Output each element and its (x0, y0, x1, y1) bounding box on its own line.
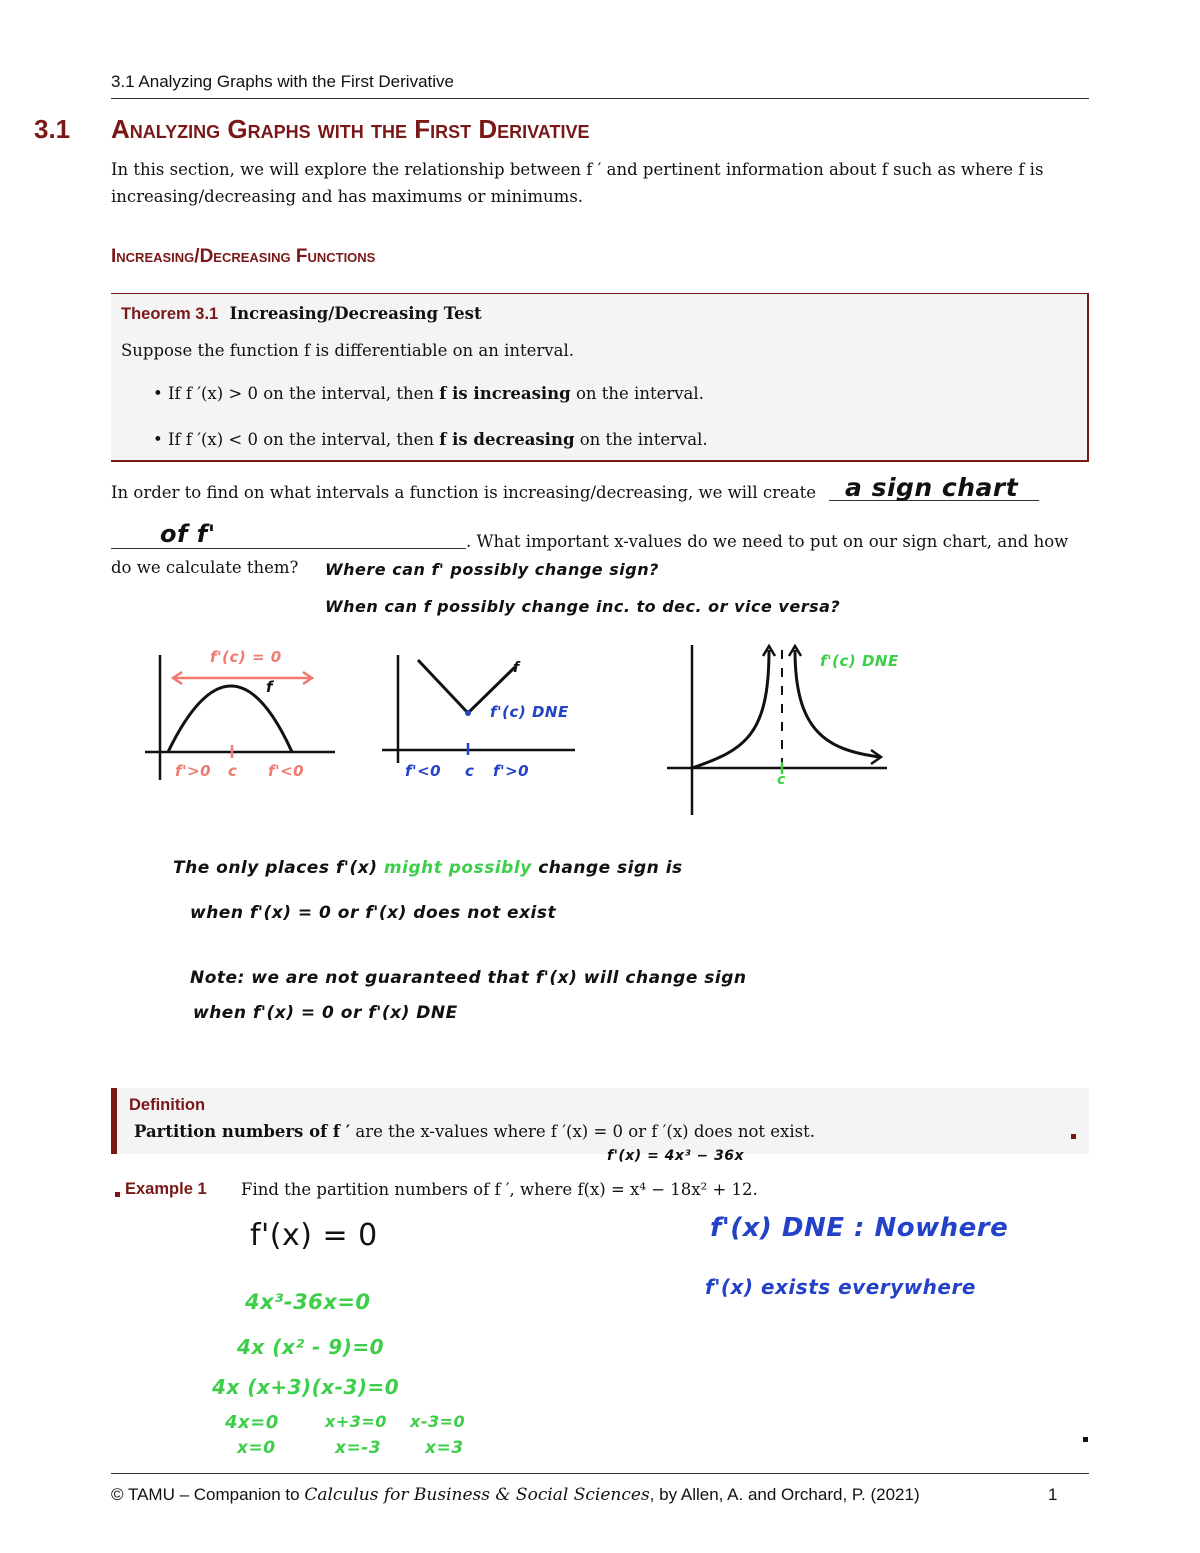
definition-term: Partition numbers of f ′ (134, 1122, 351, 1141)
work-dne: f'(x) DNE : Nowhere (710, 1213, 1009, 1243)
bullet-dot: • (153, 384, 168, 403)
theorem-bullet-2 (153, 430, 708, 449)
example-end-marker (1083, 1437, 1088, 1442)
intro-line-2: increasing/decreasing and has maximums or minimums. (111, 187, 584, 206)
theorem-bullet-1 (153, 384, 704, 403)
graph2-label-c: c (465, 762, 475, 780)
footer-copyright: © TAMU – Companion to (111, 1485, 305, 1504)
footer-book: Calculus for Business & Social Sciences (304, 1485, 650, 1505)
bullet-dot: • (153, 430, 168, 449)
footer-rule (111, 1473, 1089, 1474)
theorem-label: Theorem 3.1 (121, 305, 219, 323)
note-line-2: when f'(x) = 0 or f'(x) does not exist (190, 903, 557, 923)
section-number: 3.1 (34, 114, 71, 144)
note-1-a: The only places f'(x) (173, 858, 378, 878)
graph1-label-c: c (228, 762, 238, 780)
subsection-title: Increasing/Decreasing Functions (111, 246, 376, 267)
definition-box (111, 1088, 1089, 1154)
note-line-1 (173, 858, 683, 878)
note-1-b: might possibly (383, 858, 532, 878)
definition-label: Definition (129, 1096, 206, 1114)
definition-text (134, 1122, 815, 1141)
note-line-4: when f'(x) = 0 or f'(x) DNE (193, 1003, 458, 1023)
work-step-4a: 4x=0 (225, 1412, 279, 1433)
blank-1-handwriting: a sign chart (845, 473, 1019, 502)
bullet-2-pre: If f ′(x) < 0 on the interval, then (167, 430, 440, 449)
definition-rest: are the x-values where f ′(x) = 0 or f ′(x) does not exist. (350, 1122, 815, 1141)
theorem-statement: Suppose the function f is differentiable on an interval. (121, 341, 574, 360)
footer-citation (111, 1485, 920, 1505)
graph3-label-c: c (777, 772, 786, 788)
section-title: Analyzing Graphs with the First Derivative (111, 114, 590, 144)
bullet-2-bold: f is decreasing (439, 430, 575, 449)
graph1-label-top: f'(c) = 0 (210, 648, 282, 666)
work-step-3: 4x (x+3)(x-3)=0 (212, 1375, 400, 1399)
derivative-handwriting: f'(x) = 4x³ − 36x (607, 1148, 745, 1164)
work-exists: f'(x) exists everywhere (705, 1275, 976, 1299)
graph1-label-right: f'<0 (268, 762, 305, 780)
note-1-c: change sign is (538, 858, 683, 878)
handwritten-question-1: Where can f' possibly change sign? (325, 560, 659, 579)
example-marker (115, 1192, 120, 1197)
work-step-5a: x=0 (237, 1438, 276, 1458)
bullet-1-post: on the interval. (570, 384, 704, 403)
work-step-1: 4x³-36x=0 (245, 1290, 371, 1314)
running-header: 3.1 Analyzing Graphs with the First Derivative (111, 72, 454, 91)
fill-blank-2 (111, 548, 466, 549)
end-marker (1071, 1134, 1076, 1139)
theorem-box (111, 293, 1089, 462)
work-step-2: 4x (x² - 9)=0 (237, 1335, 385, 1359)
bullet-1-pre: If f ′(x) > 0 on the interval, then (167, 384, 440, 403)
example-label: Example 1 (125, 1180, 207, 1198)
graph2-label-left: f'<0 (405, 762, 442, 780)
blank-2-handwriting: of f' (160, 520, 216, 548)
graph1-label-left: f'>0 (175, 762, 212, 780)
graph2-label-right: f'>0 (493, 762, 530, 780)
graph1-label-f: f (266, 678, 274, 696)
work-step-4c: x-3=0 (410, 1412, 466, 1431)
graph2-label-f: f (513, 660, 520, 676)
intro-line-1: In this section, we will explore the relationship between f ′ and pertinent information about f such as where f is (111, 160, 1044, 179)
graph2-label-dne: f'(c) DNE (490, 703, 569, 721)
page-number: 1 (1048, 1485, 1058, 1504)
signchart-line-1: In order to find on what intervals a function is increasing/decreasing, we will create (111, 483, 816, 502)
signchart-line-3: do we calculate them? (111, 558, 299, 577)
work-step-5b: x=-3 (335, 1438, 382, 1458)
handwritten-question-2: When can f possibly change inc. to dec. or vice versa? (325, 597, 841, 616)
footer-authors: , by Allen, A. and Orchard, P. (2021) (649, 1485, 920, 1504)
header-rule (111, 98, 1089, 99)
work-set-zero: f'(x) = 0 (250, 1218, 378, 1253)
note-line-3: Note: we are not guaranteed that f'(x) will change sign (190, 968, 747, 988)
bullet-2-post: on the interval. (574, 430, 708, 449)
graph3-label-dne: f'(c) DNE (820, 652, 899, 670)
theorem-name: Increasing/Decreasing Test (229, 304, 482, 323)
bullet-1-bold: f is increasing (439, 384, 571, 403)
work-step-4b: x+3=0 (325, 1412, 387, 1431)
signchart-line-2: . What important x-values do we need to put on our sign chart, and how (466, 532, 1069, 551)
work-step-5c: x=3 (425, 1438, 464, 1458)
example-text: Find the partition numbers of f ′, where f(x) = x⁴ − 18x² + 12. (241, 1180, 758, 1199)
